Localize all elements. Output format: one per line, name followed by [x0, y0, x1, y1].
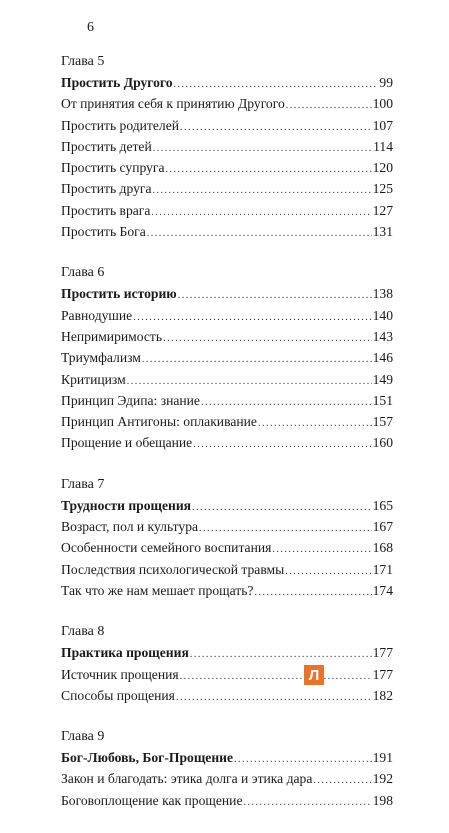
dot-leader — [254, 581, 371, 602]
toc-entry-title: Простить врага — [61, 202, 151, 218]
toc-entry-page: 127 — [372, 202, 393, 218]
chapter-label: Глава 7 — [61, 476, 105, 492]
toc-entry-page: 143 — [372, 328, 393, 344]
toc-entry-page: 125 — [372, 181, 393, 197]
toc-entry-page: 131 — [372, 224, 393, 240]
publisher-logo-letter: Л — [308, 666, 320, 684]
toc-entry-title: Бог-Любовь, Бог-Прощение — [61, 750, 234, 766]
chapter-section — [61, 728, 393, 812]
toc-entry-title: Принцип Антигоны: оплакивание — [61, 414, 257, 430]
toc-entry-page: 171 — [372, 561, 393, 577]
toc-entry[interactable] — [61, 158, 393, 179]
dot-leader — [243, 791, 371, 812]
toc-entry-title: Практика прощения — [61, 645, 189, 661]
toc-entry-title: Так что же нам мешает прощать? — [61, 582, 254, 598]
toc-entry-page: 191 — [372, 750, 393, 766]
toc-entry[interactable] — [61, 538, 393, 559]
dot-leader — [152, 179, 371, 200]
toc-entry-page: 138 — [372, 286, 393, 302]
toc-entry-page: 114 — [373, 138, 393, 154]
dot-leader — [166, 158, 372, 179]
dot-leader — [174, 73, 379, 94]
dot-leader — [193, 433, 371, 454]
toc-entry[interactable] — [61, 137, 393, 158]
toc-entry-page: 198 — [372, 792, 393, 808]
toc-entry-title: Последствия психологической травмы — [61, 561, 285, 577]
dot-leader — [313, 769, 371, 790]
toc-entry-title: Простить Бога — [61, 224, 146, 240]
toc-entry[interactable] — [61, 94, 393, 115]
chapter-label: Глава 9 — [61, 729, 105, 745]
toc-entry-page: 120 — [372, 160, 393, 176]
chapter-section — [61, 53, 393, 243]
toc-entry-page: 192 — [372, 771, 393, 787]
chapter-label: Глава 6 — [61, 265, 105, 281]
dot-leader — [178, 284, 372, 305]
toc-entry-page: 168 — [372, 540, 393, 556]
dot-leader — [142, 348, 372, 369]
toc-entry-title: Трудности прощения — [61, 497, 192, 513]
toc-entry-title: Способы прощения — [61, 687, 175, 703]
toc-entry-page: 177 — [372, 645, 393, 661]
dot-leader — [180, 116, 372, 137]
dot-leader — [176, 686, 372, 707]
toc-entry[interactable] — [61, 391, 393, 412]
toc-chapter-heading[interactable] — [61, 643, 393, 664]
dot-leader — [190, 643, 372, 664]
toc-entry-title: Простить друга — [61, 181, 152, 197]
toc-entry-page: 165 — [372, 497, 393, 513]
toc-entry-title: Источник прощения — [61, 666, 179, 682]
toc-entry-page: 149 — [372, 371, 393, 387]
toc-chapter-heading[interactable] — [61, 284, 393, 305]
toc-entry-title: Боговоплощение как прощение — [61, 792, 243, 808]
toc-entry-page: 177 — [372, 666, 393, 682]
toc-entry-page: 99 — [379, 75, 393, 90]
toc-entry-title: Прощение и обещание — [61, 435, 193, 451]
dot-leader — [234, 748, 372, 769]
table-of-contents — [61, 53, 393, 833]
toc-entry[interactable] — [61, 686, 393, 707]
toc-entry-title: Принцип Эдипа: знание — [61, 392, 200, 408]
dot-leader — [258, 412, 372, 433]
dot-leader — [127, 370, 372, 391]
dot-leader — [286, 94, 372, 115]
toc-entry[interactable] — [61, 201, 393, 222]
toc-entry[interactable] — [61, 769, 393, 790]
toc-entry-title: Простить детей — [61, 138, 152, 154]
toc-entry[interactable] — [61, 560, 393, 581]
chapter-label: Глава 8 — [61, 624, 105, 640]
toc-entry-title: Непримиримость — [61, 328, 163, 344]
toc-entry[interactable] — [61, 327, 393, 348]
toc-entry[interactable] — [61, 433, 393, 454]
toc-entry-title: Триумфализм — [61, 350, 141, 366]
toc-entry-page: 140 — [372, 307, 393, 323]
dot-leader — [201, 391, 372, 412]
toc-entry[interactable] — [61, 306, 393, 327]
chapter-section — [61, 476, 393, 602]
toc-entry-title: Особенности семейного воспитания — [61, 540, 272, 556]
toc-entry-page: 146 — [372, 350, 393, 366]
dot-leader — [285, 560, 371, 581]
dot-leader — [153, 137, 372, 158]
toc-entry-page: 160 — [372, 435, 393, 451]
dot-leader — [133, 306, 371, 327]
toc-entry[interactable] — [61, 179, 393, 200]
toc-entry-page: 174 — [372, 582, 393, 598]
toc-entry[interactable] — [61, 222, 393, 243]
toc-entry-page: 157 — [372, 414, 393, 430]
toc-entry-title: Простить Другого — [61, 75, 173, 90]
toc-chapter-heading[interactable] — [61, 496, 393, 517]
toc-entry[interactable] — [61, 348, 393, 369]
toc-entry[interactable] — [61, 517, 393, 538]
toc-entry[interactable] — [61, 412, 393, 433]
toc-entry-title: Возраст, пол и культура — [61, 519, 199, 535]
dot-leader — [147, 222, 372, 243]
dot-leader — [192, 496, 372, 517]
toc-entry[interactable] — [61, 581, 393, 602]
toc-entry-page: 107 — [372, 117, 393, 133]
chapter-section — [61, 264, 393, 454]
toc-entry-title: Закон и благодать: этика долга и этика дара — [61, 771, 313, 787]
toc-chapter-heading[interactable] — [61, 73, 393, 94]
dot-leader — [272, 538, 371, 559]
toc-entry-page: 100 — [372, 96, 393, 112]
chapter-label: Глава 5 — [61, 54, 105, 69]
dot-leader — [151, 201, 371, 222]
toc-entry[interactable] — [61, 370, 393, 391]
toc-entry-title: Равнодушие — [61, 307, 133, 323]
toc-chapter-heading[interactable] — [61, 748, 393, 769]
toc-entry-page: 182 — [372, 687, 393, 703]
publisher-logo — [304, 665, 324, 685]
toc-entry-title: Простить супруга — [61, 160, 165, 176]
toc-entry-title: Критицизм — [61, 371, 126, 387]
page-number: 6 — [87, 20, 94, 35]
toc-entry-page: 151 — [372, 392, 393, 408]
chapter-section — [61, 623, 393, 707]
toc-entry[interactable] — [61, 665, 393, 686]
toc-entry[interactable] — [61, 116, 393, 137]
toc-entry-title: От принятия себя к принятию Другого — [61, 96, 285, 112]
toc-entry[interactable] — [61, 791, 393, 812]
toc-entry-page: 167 — [372, 519, 393, 535]
dot-leader — [163, 327, 372, 348]
dot-leader — [180, 665, 372, 686]
toc-entry-title: Простить родителей — [61, 117, 179, 133]
dot-leader — [199, 517, 372, 538]
toc-entry-title: Простить историю — [61, 286, 177, 302]
